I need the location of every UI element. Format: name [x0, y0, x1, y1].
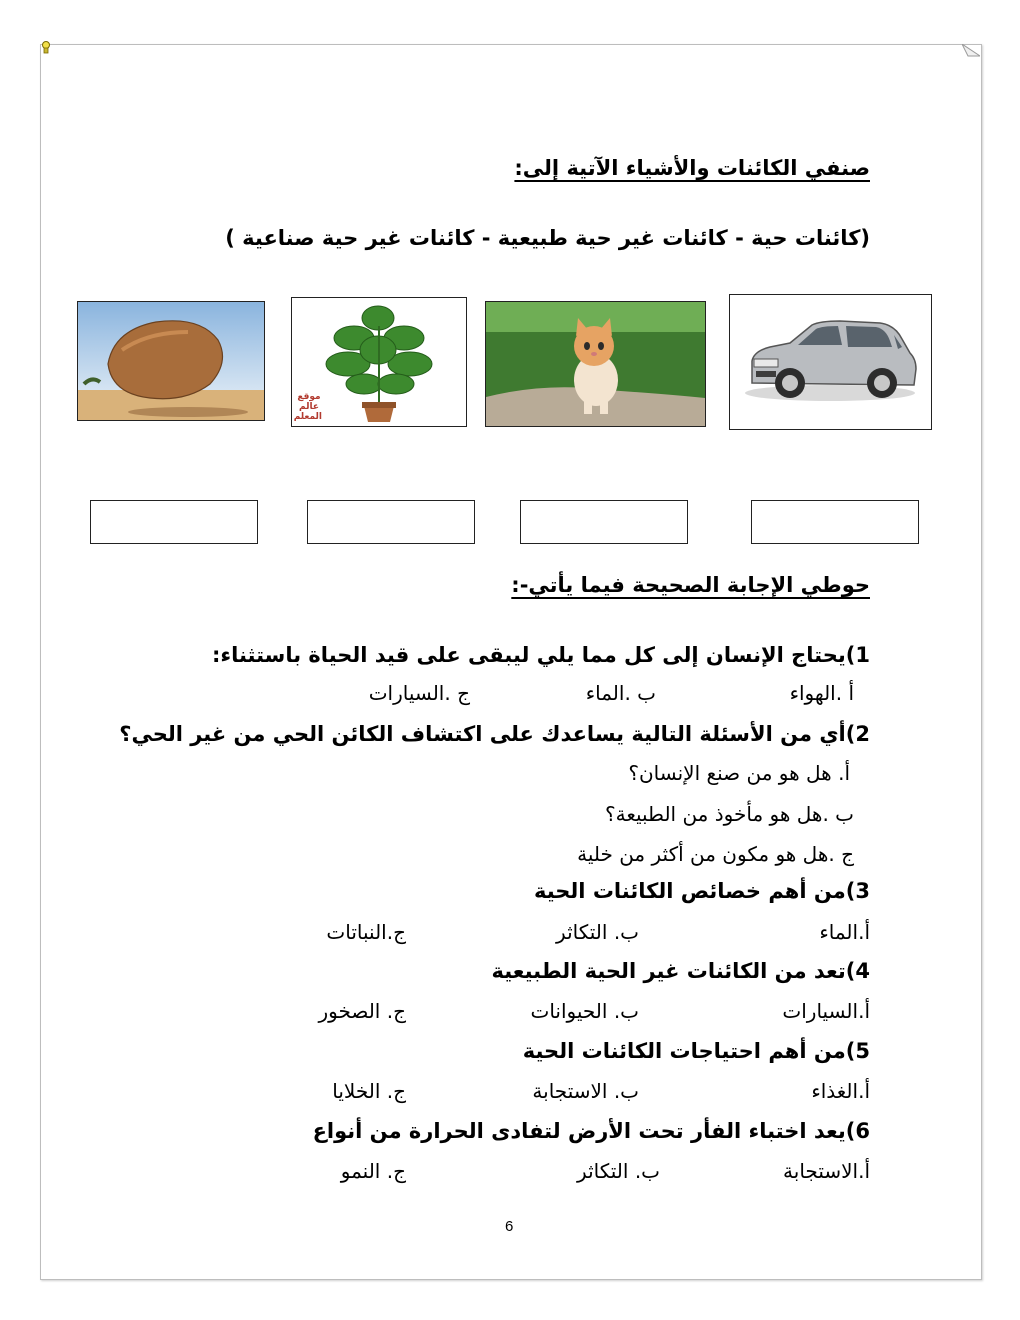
question-text: من أهم خصائص الكائنات الحية [533, 879, 846, 903]
question-number: 2) [845, 722, 870, 746]
plant-watermark: موقع عالم المعلم [293, 392, 322, 422]
q4-option-c[interactable]: ج. الصخور [318, 999, 406, 1023]
question-number: 6) [845, 1119, 870, 1143]
question-text: تعد من الكائنات غير الحية الطبيعية [491, 959, 846, 983]
question-4 [491, 959, 870, 983]
question-5 [523, 1039, 870, 1063]
question-text: يحتاج الإنسان إلى كل مما يلي ليبقى على قيد الحياة باستثناء: [211, 643, 846, 667]
answer-box-car[interactable] [751, 500, 919, 544]
rock-image [77, 301, 265, 421]
q1-option-a[interactable]: أ .الهواء [789, 681, 854, 705]
q2-option-a[interactable]: أ. هل هو من صنع الإنسان؟ [628, 761, 850, 785]
q6-option-c[interactable]: ج. النمو [340, 1159, 406, 1183]
q4-option-b[interactable]: ب. الحيوانات [530, 999, 639, 1023]
q1-option-b[interactable]: ب .الماء [585, 681, 656, 705]
answer-box-rock[interactable] [90, 500, 258, 544]
car-image [729, 294, 932, 430]
q2-option-b[interactable]: ب .هل هو مأخوذ من الطبيعة؟ [604, 802, 854, 826]
categories-line: (كائنات حية - كائنات غير حية طبيعية - كائنات غير حية صناعية ) [225, 226, 870, 250]
page-number: 6 [505, 1218, 514, 1235]
question-text: أي من الأسئلة التالية يساعدك على اكتشاف الكائن الحي من غير الحي؟ [119, 722, 846, 746]
section1-title: صنفي الكائنات والأشياء الآتية إلى: [514, 156, 870, 180]
question-2 [119, 722, 870, 746]
question-3 [534, 879, 870, 903]
question-number: 1) [845, 643, 870, 667]
q6-option-b[interactable]: ب. التكاثر [577, 1159, 660, 1183]
pin-icon [41, 40, 51, 54]
plant-image [291, 297, 467, 427]
question-number: 3) [845, 879, 870, 903]
question-6 [313, 1119, 870, 1143]
answer-box-plant[interactable] [307, 500, 475, 544]
kitten-image [485, 301, 706, 427]
q3-option-b[interactable]: ب. التكاثر [556, 920, 639, 944]
question-number: 4) [845, 959, 870, 983]
answer-box-kitten[interactable] [520, 500, 688, 544]
section2-title: حوطي الإجابة الصحيحة فيما يأتي-: [511, 573, 870, 597]
question-text: يعد اختباء الفأر تحت الأرض لتفادى الحرارة من أنواع [312, 1119, 846, 1143]
q3-option-c[interactable]: ج.النباتات [326, 920, 406, 944]
q5-option-c[interactable]: ج. الخلايا [332, 1079, 406, 1103]
q4-option-a[interactable]: أ.السيارات [782, 999, 870, 1023]
question-1 [212, 643, 870, 667]
q5-option-a[interactable]: أ.الغذاء [811, 1079, 870, 1103]
q1-option-c[interactable]: ج .السيارات [368, 681, 470, 705]
question-text: من أهم احتياجات الكائنات الحية [522, 1039, 846, 1063]
q5-option-b[interactable]: ب. الاستجابة [532, 1079, 639, 1103]
q3-option-a[interactable]: أ.الماء [819, 920, 870, 944]
q2-option-c[interactable]: ج .هل هو مكون من أكثر من خلية [577, 842, 854, 866]
folded-corner-icon [962, 44, 980, 58]
q6-option-a[interactable]: أ.الاستجابة [783, 1159, 870, 1183]
question-number: 5) [845, 1039, 870, 1063]
